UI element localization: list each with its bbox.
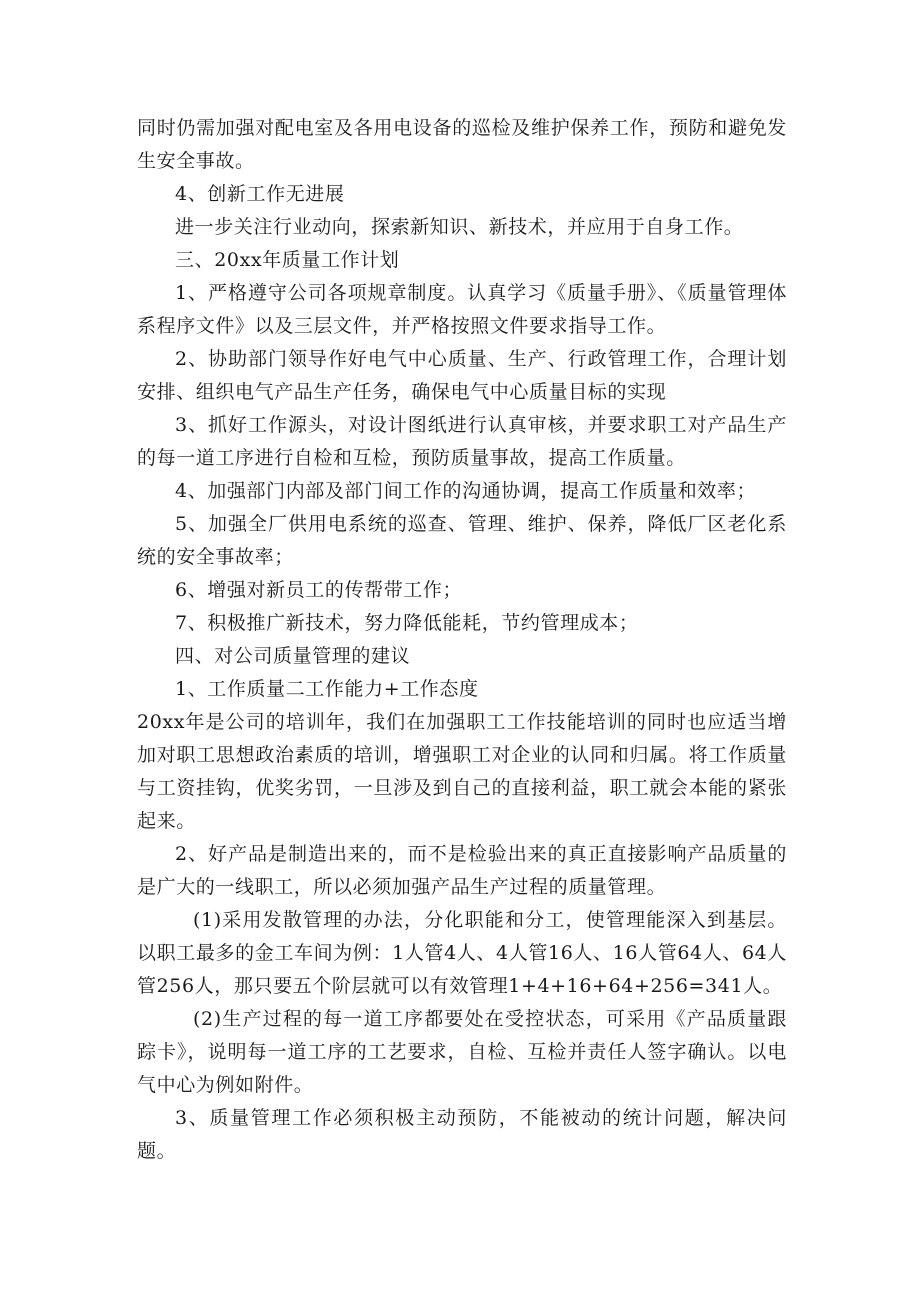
paragraph-14: 20xx年是公司的培训年，我们在加强职工工作技能培训的同时也应适当增加对职工思想政治素质的培训，增强职工对企业的认同和归属。将工作质量与工资挂钩，优奖劣罚，一旦涉及到自己的直接利益，职工就会本能的紧张起来。 — [137, 711, 787, 832]
paragraph-15: 2、好产品是制造出来的，而不是检验出来的真正直接影响产品质量的是广大的一线职工，所以必须加强产品生产过程的质量管理。 — [137, 843, 787, 898]
paragraph-13: 1、工作质量二工作能力+工作态度 — [175, 678, 479, 700]
paragraph-10: 6、增强对新员工的传帮带工作； — [175, 579, 463, 601]
paragraph-9: 5、加强全厂供用电系统的巡查、管理、维护、保养，降低厂区老化系统的安全事故率； — [137, 513, 787, 568]
paragraph-16: (1)采用发散管理的办法，分化职能和分工，使管理能深入到基层。以职工最多的金工车间为例：1人管4人、4人管16人、16人管64人、64人管256人，那只要五个阶层就可以有效管理1+4+16+64+256=341人。 — [137, 909, 787, 997]
paragraph-3: 进一步关注行业动向，探索新知识、新技术，并应用于自身工作。 — [175, 216, 744, 238]
paragraph-5: 1、严格遵守公司各项规章制度。认真学习《质量手册》、《质量管理体系程序文件》以及三层文件，并严格按照文件要求指导工作。 — [137, 282, 787, 337]
section-heading-4: 四、对公司质量管理的建议 — [175, 645, 411, 667]
paragraph-6: 2、协助部门领导作好电气中心质量、生产、行政管理工作，合理计划安排、组织电气产品生产任务，确保电气中心质量目标的实现 — [137, 348, 787, 403]
paragraph-11: 7、积极推广新技术，努力降低能耗，节约管理成本； — [175, 612, 639, 634]
paragraph-8: 4、加强部门内部及部门间工作的沟通协调，提高工作质量和效率； — [175, 480, 757, 502]
paragraph-1: 同时仍需加强对配电室及各用电设备的巡检及维护保养工作，预防和避免发生安全事故。 — [137, 117, 787, 172]
section-heading-3: 三、20xx年质量工作计划 — [175, 249, 400, 271]
document-body — [137, 112, 787, 1168]
paragraph-7: 3、抓好工作源头，对设计图纸进行认真审核，并要求职工对产品生产的每一道工序进行自检和互检，预防质量事故，提高工作质量。 — [137, 414, 787, 469]
paragraph-2: 4、创新工作无进展 — [175, 183, 345, 205]
paragraph-17: (2)生产过程的每一道工序都要处在受控状态，可采用《产品质量跟踪卡》，说明每一道工序的工艺要求，自检、互检并责任人签字确认。以电气中心为例如附件。 — [137, 1008, 787, 1096]
paragraph-18: 3、质量管理工作必须积极主动预防，不能被动的统计问题，解决问题。 — [137, 1107, 787, 1162]
